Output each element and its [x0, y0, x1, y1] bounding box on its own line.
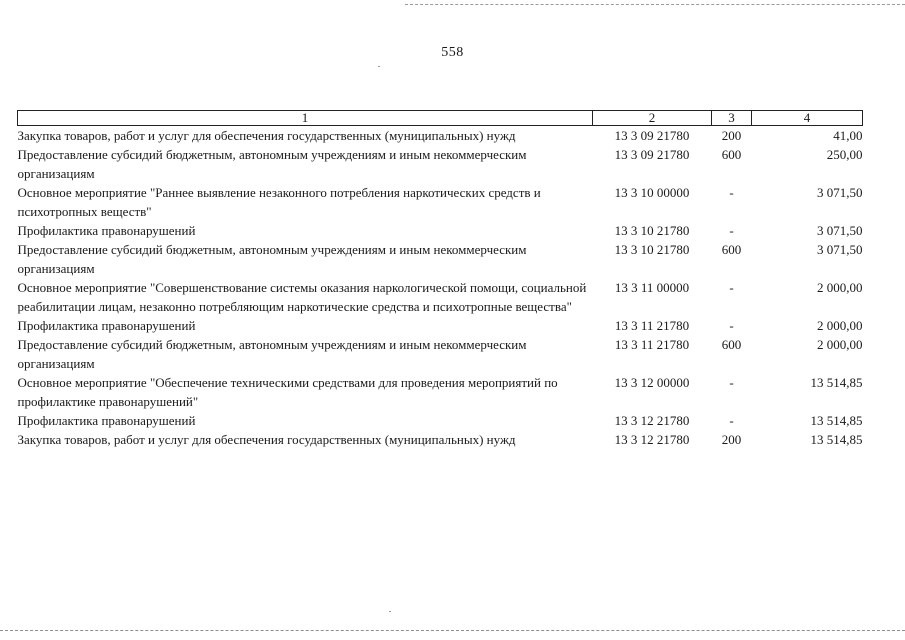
column-header-code: 2 [593, 111, 712, 126]
scan-edge-top [405, 4, 905, 5]
table-row [18, 430, 863, 449]
row-name: Предоставление субсидий бюджетным, автономным учреждениям и иным некоммерческим организациям [17, 337, 527, 371]
row-amount: 250,00 [826, 147, 863, 162]
row-kind: 600 [721, 337, 742, 352]
row-amount: 2 000,00 [817, 318, 863, 333]
table-header-row [18, 111, 863, 126]
table-row [18, 278, 863, 316]
row-kind: - [729, 223, 734, 238]
row-code: 13 3 12 21780 [614, 432, 690, 447]
scan-speck [389, 611, 391, 612]
row-kind: - [729, 318, 734, 333]
row-code: 13 3 10 00000 [614, 185, 690, 200]
row-kind: - [729, 280, 734, 295]
column-header-kind: 3 [712, 111, 752, 126]
column-header-name: 1 [18, 111, 593, 126]
row-name: Профилактика правонарушений [17, 223, 196, 238]
budget-table [17, 110, 863, 449]
row-code: 13 3 11 21780 [614, 337, 690, 352]
table-row [18, 373, 863, 411]
row-name: Профилактика правонарушений [17, 318, 196, 333]
row-amount: 13 514,85 [810, 375, 863, 390]
table-row [18, 240, 863, 278]
row-amount: 3 071,50 [817, 185, 863, 200]
row-code: 13 3 11 00000 [614, 280, 690, 295]
row-amount: 41,00 [833, 128, 863, 143]
row-name: Основное мероприятие "Раннее выявление незаконного потребления наркотических средств и психотропных веществ" [17, 185, 541, 219]
row-name: Предоставление субсидий бюджетным, автономным учреждениям и иным некоммерческим организациям [17, 242, 527, 276]
table-row [18, 411, 863, 430]
row-kind: 200 [721, 128, 742, 143]
row-amount: 13 514,85 [810, 432, 863, 447]
row-kind: - [729, 185, 734, 200]
row-code: 13 3 12 21780 [614, 413, 690, 428]
row-name: Закупка товаров, работ и услуг для обеспечения государственных (муниципальных) нужд [17, 432, 516, 447]
row-code: 13 3 09 21780 [614, 128, 690, 143]
page-number: 558 [441, 45, 464, 60]
row-kind: 600 [721, 147, 742, 162]
column-header-amount: 4 [752, 111, 863, 126]
scan-speck [378, 66, 380, 67]
row-kind: 600 [721, 242, 742, 257]
row-name: Предоставление субсидий бюджетным, автономным учреждениям и иным некоммерческим организациям [17, 147, 527, 181]
row-code: 13 3 11 21780 [614, 318, 690, 333]
row-name: Профилактика правонарушений [17, 413, 196, 428]
scan-edge-bottom [0, 630, 905, 631]
table-row [18, 145, 863, 183]
row-name: Основное мероприятие "Обеспечение техническими средствами для проведения мероприятий по профилактике правонарушений" [17, 375, 558, 409]
row-name: Закупка товаров, работ и услуг для обеспечения государственных (муниципальных) нужд [17, 128, 516, 143]
row-amount: 3 071,50 [817, 223, 863, 238]
table-row [18, 316, 863, 335]
row-code: 13 3 10 21780 [614, 223, 690, 238]
row-amount: 3 071,50 [817, 242, 863, 257]
row-amount: 2 000,00 [817, 280, 863, 295]
table-row [18, 126, 863, 146]
row-code: 13 3 09 21780 [614, 147, 690, 162]
row-code: 13 3 12 00000 [614, 375, 690, 390]
row-amount: 13 514,85 [810, 413, 863, 428]
row-kind: 200 [721, 432, 742, 447]
row-code: 13 3 10 21780 [614, 242, 690, 257]
row-amount: 2 000,00 [817, 337, 863, 352]
row-kind: - [729, 375, 734, 390]
row-name: Основное мероприятие "Совершенствование системы оказания наркологической помощи, социальной реабилитации лицам, незаконно потребляющим наркотические средства и психотропные вещества" [17, 280, 587, 314]
table-row [18, 221, 863, 240]
table-row [18, 183, 863, 221]
row-kind: - [729, 413, 734, 428]
table-row [18, 335, 863, 373]
